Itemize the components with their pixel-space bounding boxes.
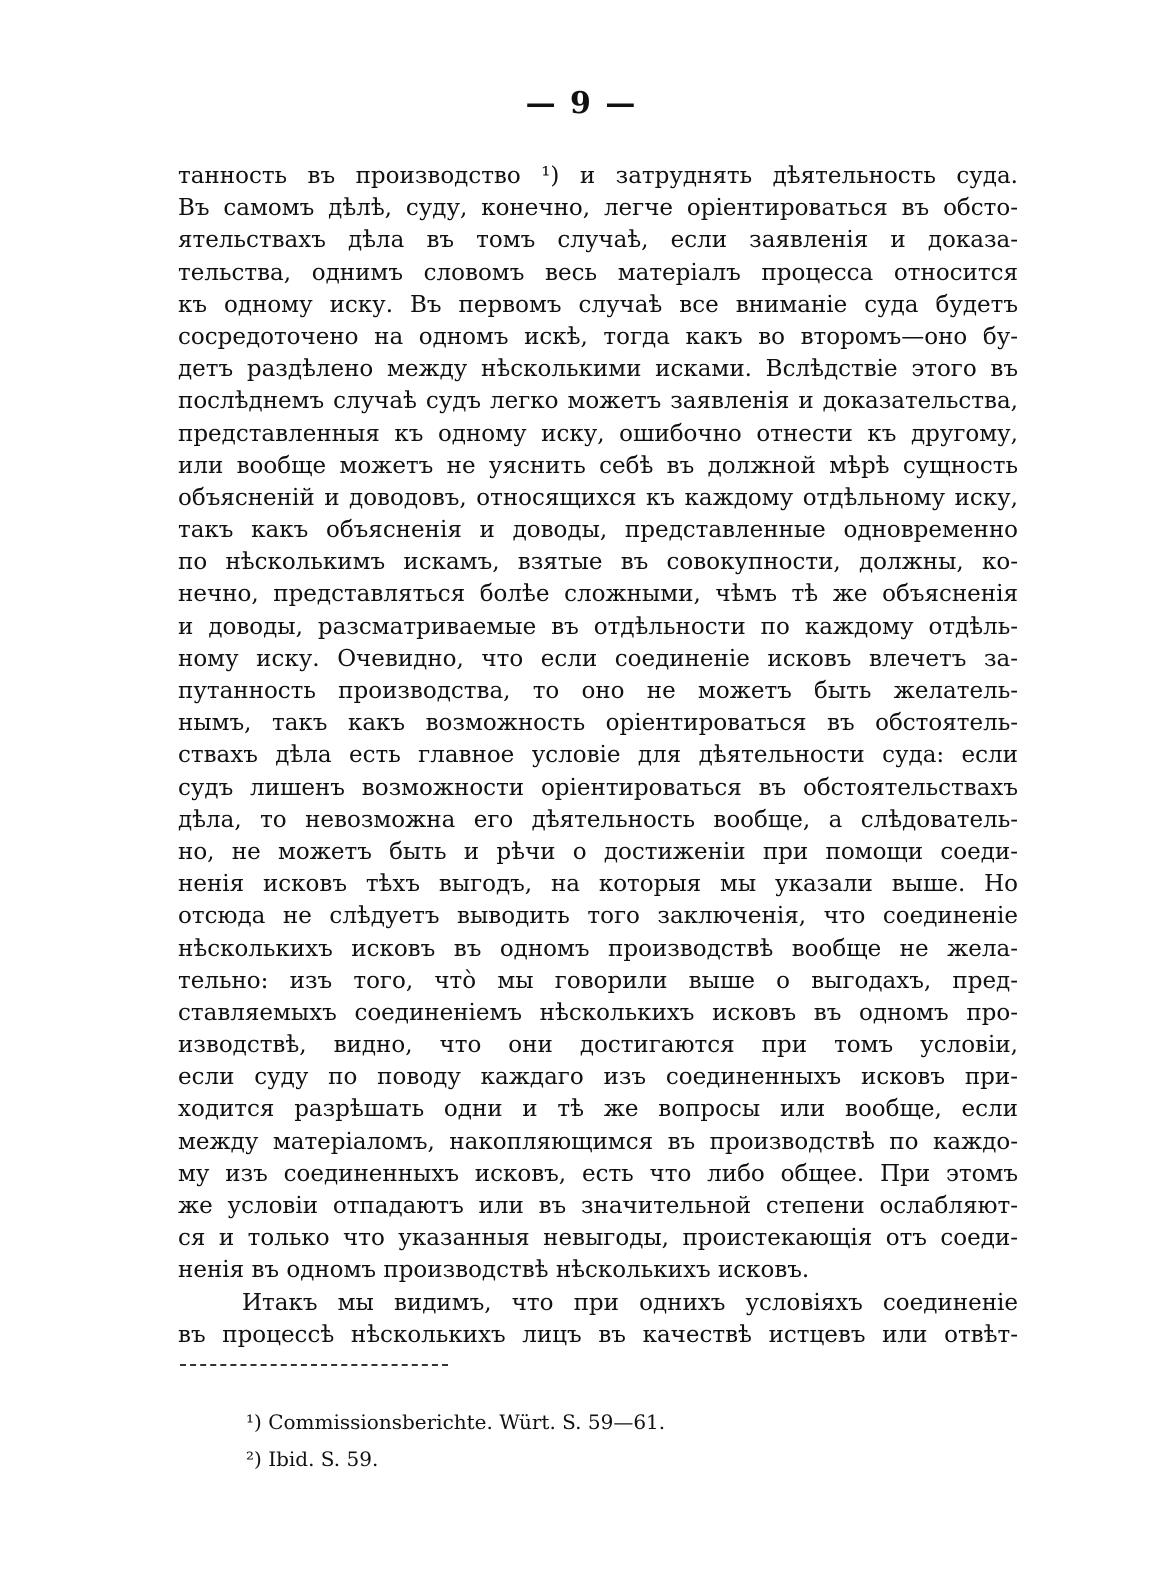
text-line: или вообще можетъ не уяснить себѣ въ должной мѣрѣ сущность [178, 452, 1018, 479]
text-line: объясненій и доводовъ, относящихся къ каждому отдѣльному иску, [178, 484, 1018, 511]
text-line: судъ лишенъ возможности оріентироваться въ обстоятельствахъ [178, 774, 1018, 801]
text-line: тельства, однимъ словомъ весь матеріалъ процесса относится [178, 259, 1018, 286]
text-line: если суду по поводу каждаго изъ соединенныхъ исковъ при- [178, 1064, 1018, 1091]
text-line: представленныя къ одному иску, ошибочно отнести къ другому, [178, 420, 1018, 447]
footnote-text: Ibid. S. 59. [268, 1447, 379, 1471]
text-line: къ одному иску. Въ первомъ случаѣ все вниманіе суда будетъ [178, 291, 1018, 318]
text-line: такъ какъ объясненія и доводы, представленные одновременно [178, 517, 1018, 544]
text-line: ходится разрѣшать одни и тѣ же вопросы или вообще, если [178, 1096, 1018, 1123]
text-line: ному иску. Очевидно, что если соединеніе исковъ влечетъ за- [178, 645, 1018, 672]
text-line: сосредоточено на одномъ искѣ, тогда какъ во второмъ—оно бу- [178, 323, 1018, 350]
text-line: но, не можетъ быть и рѣчи о достиженіи при помощи соеди- [178, 838, 1018, 865]
paragraph-start-line: Итакъ мы видимъ, что при однихъ условіяхъ соединеніе [242, 1289, 1018, 1316]
text-line: послѣднемъ случаѣ судъ легко можетъ заявленія и доказательства, [178, 388, 1018, 415]
footnote-1 [246, 1404, 946, 1441]
text-line: танность въ производство ¹) и затруднять дѣятельность суда. [178, 163, 1018, 189]
text-line: ненія исковъ тѣхъ выгодъ, на которыя мы указали выше. Но [178, 871, 1018, 898]
footnote-divider [180, 1364, 448, 1366]
text-line: тельно: изъ того, что̀ мы говорили выше о выгодахъ, пред- [178, 967, 1018, 994]
text-line: нечно, представляться болѣе сложными, чѣмъ тѣ же объясненія [178, 581, 1018, 608]
text-line: и доводы, разсматриваемые въ отдѣльности по каждому отдѣль- [178, 613, 1018, 640]
footnote-2 [246, 1441, 946, 1478]
text-line: путанность производства, то оно не можетъ быть желатель- [178, 678, 1018, 704]
footnote-marker: ¹) [246, 1410, 262, 1434]
text-line: въ процессѣ нѣсколькихъ лицъ въ качествѣ истцевъ или отвѣт- [178, 1321, 1018, 1348]
text-line: ятельствахъ дѣла въ томъ случаѣ, если заявленія и доказа- [178, 227, 1018, 254]
text-line: ся и только что указанныя невыгоды, проистекающія отъ соеди- [178, 1225, 1018, 1252]
text-line: ставляемыхъ соединеніемъ нѣсколькихъ исковъ въ одномъ про- [178, 999, 1018, 1026]
text-line: детъ раздѣлено между нѣсколькими исками. Вслѣдствіе этого въ [178, 356, 1018, 383]
page-number: — 9 — [525, 86, 638, 121]
text-line: ствахъ дѣла есть главное условіе для дѣятельности суда: если [178, 742, 1018, 769]
text-line: Въ самомъ дѣлѣ, суду, конечно, легче оріентироваться въ обсто- [178, 195, 1018, 222]
text-line: дѣла, то невозможна его дѣятельность вообще, а слѣдователь- [178, 806, 1018, 833]
footnote-text: Commissionsberichte. Würt. S. 59—61. [268, 1410, 666, 1434]
footnotes [246, 1404, 946, 1478]
footnote-marker: ²) [246, 1447, 262, 1471]
text-line: изводствѣ, видно, что они достигаются при томъ условіи, [178, 1032, 1018, 1059]
text-line: нѣсколькихъ исковъ въ одномъ производствѣ вообще не жела- [178, 935, 1018, 962]
text-line: нымъ, такъ какъ возможность оріентироваться въ обстоятель- [178, 710, 1018, 737]
text-line: отсюда не слѣдуетъ выводить того заключенія, что соединеніе [178, 903, 1018, 930]
text-line: по нѣсколькимъ искамъ, взятые въ совокупности, должны, ко- [178, 549, 1018, 576]
body-text [178, 160, 1018, 1351]
paragraph-end-line: ненія въ одномъ производствѣ нѣсколькихъ исковъ. [178, 1257, 810, 1284]
text-line: между матеріаломъ, накопляющимся въ производствѣ по каждо- [178, 1128, 1018, 1155]
text-line: му изъ соединенныхъ исковъ, есть что либо общее. При этомъ [178, 1160, 1018, 1187]
text-line: же условіи отпадаютъ или въ значительной степени ослабляют- [178, 1193, 1018, 1219]
